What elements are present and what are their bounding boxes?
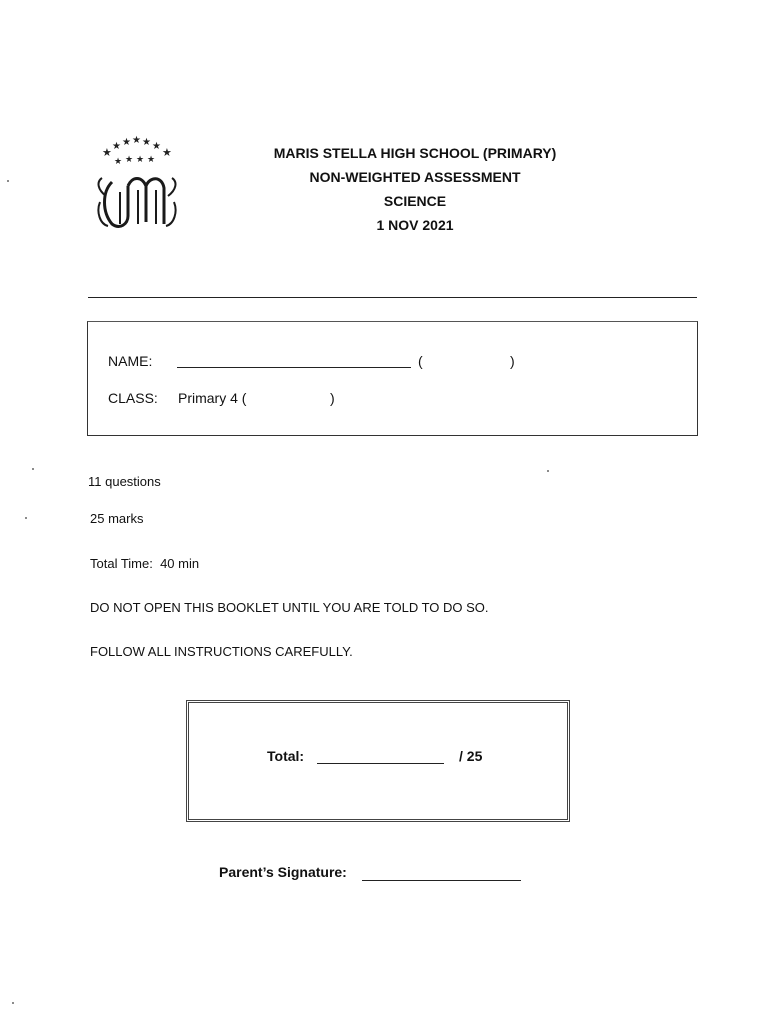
subject-title: SCIENCE xyxy=(383,193,447,209)
school-crest-icon xyxy=(92,132,182,232)
class-value: Primary 4 ( xyxy=(178,390,247,406)
assessment-title: NON-WEIGHTED ASSESSMENT xyxy=(309,169,521,185)
question-count: 11 questions xyxy=(88,474,161,489)
parent-signature-label: Parent’s Signature: xyxy=(219,864,347,880)
total-score-box xyxy=(186,700,570,822)
student-details-box xyxy=(87,321,698,436)
scan-speck xyxy=(547,470,549,472)
svg-text:★: ★ xyxy=(132,135,141,146)
svg-text:★: ★ xyxy=(102,146,112,159)
svg-text:★: ★ xyxy=(122,137,131,148)
instruction-do-not-open: DO NOT OPEN THIS BOOKLET UNTIL YOU ARE TOLD TO DO SO. xyxy=(90,600,489,615)
class-paren-close: ) xyxy=(330,390,335,406)
school-name: MARIS STELLA HIGH SCHOOL (PRIMARY) xyxy=(273,145,557,161)
parent-signature-field[interactable] xyxy=(362,866,521,881)
scan-speck xyxy=(12,1002,14,1004)
instruction-follow: FOLLOW ALL INSTRUCTIONS CAREFULLY. xyxy=(90,644,353,659)
name-field[interactable] xyxy=(177,353,411,368)
svg-text:★: ★ xyxy=(136,155,145,165)
register-number-open: ( xyxy=(418,353,423,369)
scan-speck xyxy=(25,517,27,519)
svg-text:★: ★ xyxy=(142,137,151,148)
class-label: CLASS: xyxy=(108,390,158,406)
svg-text:★: ★ xyxy=(112,141,121,152)
svg-text:★: ★ xyxy=(162,146,172,159)
header-divider xyxy=(88,297,697,298)
exam-date: 1 NOV 2021 xyxy=(376,217,454,233)
scan-speck xyxy=(7,180,9,182)
total-marks: 25 marks xyxy=(90,511,144,526)
total-time: Total Time: 40 min xyxy=(90,556,200,571)
total-out-of: / 25 xyxy=(459,748,483,764)
total-score-field[interactable] xyxy=(317,749,444,764)
scan-speck xyxy=(32,468,34,470)
total-label: Total: xyxy=(267,748,305,764)
svg-text:★: ★ xyxy=(125,155,134,165)
svg-text:★: ★ xyxy=(152,141,161,152)
svg-text:★: ★ xyxy=(147,155,156,165)
svg-text:★: ★ xyxy=(114,157,123,167)
name-label: NAME: xyxy=(108,353,153,369)
register-number-close: ) xyxy=(510,353,515,369)
